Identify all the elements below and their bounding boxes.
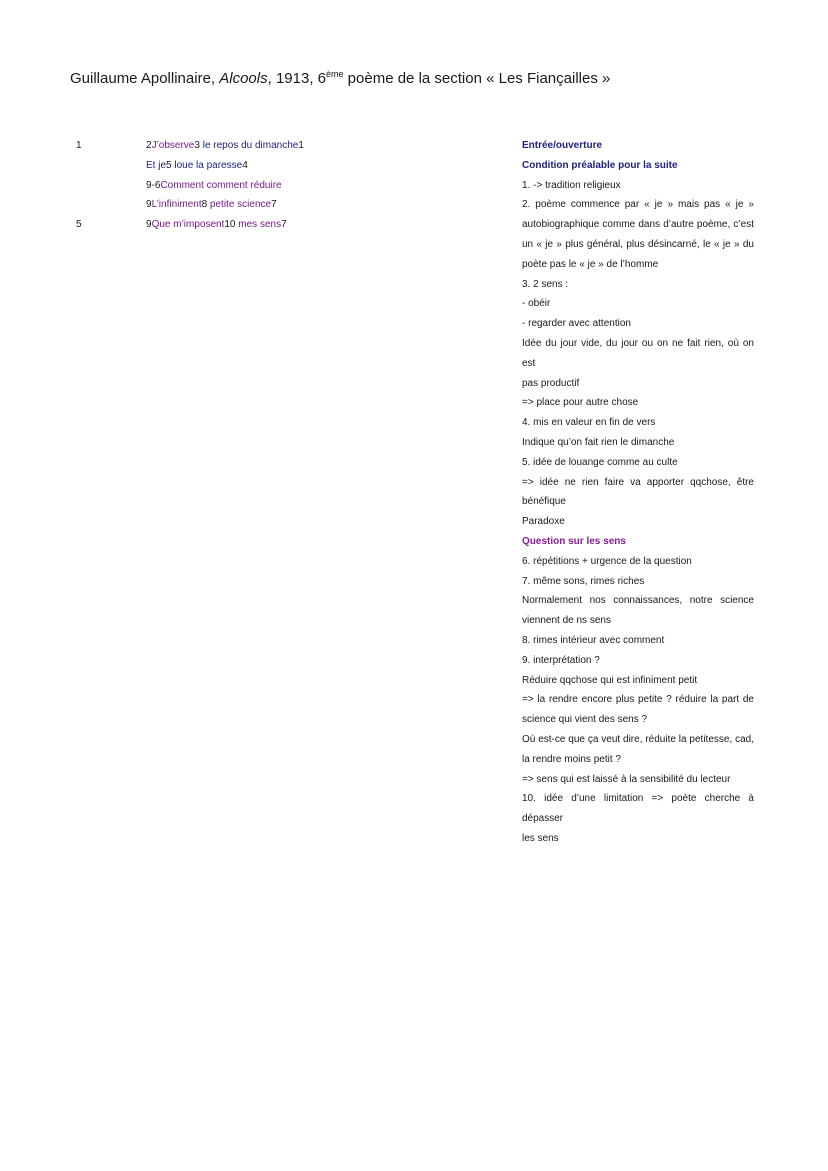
title-work: Alcools bbox=[219, 70, 268, 87]
verse-text bbox=[146, 195, 277, 215]
note-line: 7. même sons, rimes riches bbox=[522, 575, 645, 587]
verse-segment: 9 bbox=[146, 219, 152, 231]
title-superscript: ème bbox=[326, 69, 344, 79]
verse-text bbox=[146, 136, 304, 156]
note-line: => idée ne rien faire va apporter qqchose, être bbox=[522, 476, 754, 488]
title-section: poème de la section « Les Fiançailles » bbox=[343, 70, 611, 87]
verse-segment: J’observe bbox=[151, 140, 195, 151]
section-heading: Condition préalable pour la suite bbox=[522, 159, 678, 171]
poem-line bbox=[76, 176, 406, 196]
verse-segment: petite science bbox=[207, 199, 272, 211]
poem-line bbox=[76, 136, 406, 156]
note-line: les sens bbox=[522, 832, 559, 844]
note-line: 9. interprétation ? bbox=[522, 654, 600, 666]
poem-line bbox=[76, 156, 406, 176]
note-line: bénéfique bbox=[522, 496, 566, 508]
note-line: Réduire qqchose qui est infiniment petit bbox=[522, 674, 698, 686]
note-line: Où est-ce que ça veut dire, réduite la petitesse, cad, bbox=[522, 733, 754, 745]
line-number: 5 bbox=[76, 219, 82, 231]
verse-segment: L’infiniment bbox=[151, 199, 202, 211]
verse-segment: 9 bbox=[146, 199, 152, 211]
line-number: 1 bbox=[76, 140, 82, 151]
verse-segment: 9-6 bbox=[146, 179, 161, 191]
note-line: Idée du jour vide, du jour ou on ne fait rien, où on est bbox=[522, 337, 754, 369]
verse-segment: 10 bbox=[224, 219, 236, 231]
title-year: , 1913, 6 bbox=[267, 70, 326, 87]
note-line: 1. -> tradition religieux bbox=[522, 179, 621, 191]
document-title bbox=[70, 68, 610, 90]
poem-line bbox=[76, 215, 406, 235]
line-number bbox=[76, 156, 146, 176]
note-line: Indique qu’on fait rien le dimanche bbox=[522, 436, 675, 448]
note-line: science qui vient des sens ? bbox=[522, 714, 648, 726]
verse-text bbox=[146, 176, 282, 196]
note-line: 3. 2 sens : bbox=[522, 278, 569, 290]
note-line: Normalement nos connaissances, notre science bbox=[522, 595, 754, 607]
note-line: la rendre moins petit ? bbox=[522, 753, 621, 765]
verse-segment: le repos du dimanche bbox=[199, 140, 299, 151]
note-line: pas productif bbox=[522, 377, 580, 389]
verse-segment: loue la paresse bbox=[171, 159, 243, 171]
line-number bbox=[76, 176, 146, 196]
line-number bbox=[76, 195, 146, 215]
note-line: un « je » plus général, plus désincarné, le « je » du bbox=[522, 238, 754, 250]
note-line: 10. idée d’une limitation => poète cherche à dépasser bbox=[522, 793, 754, 825]
verse-segment: 5 bbox=[166, 159, 172, 171]
note-line: 8. rimes intérieur avec comment bbox=[522, 634, 665, 646]
note-line: 5. idée de louange comme au culte bbox=[522, 456, 678, 468]
poem-column bbox=[76, 136, 406, 235]
verse-segment: Et je bbox=[146, 159, 167, 171]
verse-segment: 7 bbox=[271, 199, 277, 211]
verse-text bbox=[146, 215, 287, 235]
verse-segment: 3 bbox=[194, 140, 200, 151]
verse-segment: mes sens bbox=[235, 219, 282, 231]
section-heading: Entrée/ouverture bbox=[522, 140, 603, 151]
note-line: autobiographique comme dans d’autre poème, c’est bbox=[522, 219, 754, 231]
verse-segment: Que m’imposent bbox=[151, 219, 225, 231]
note-line: - regarder avec attention bbox=[522, 318, 631, 330]
verse-segment: 2 bbox=[146, 140, 152, 151]
notes-column bbox=[522, 136, 754, 849]
note-line: poète pas le « je » de l’homme bbox=[522, 258, 659, 270]
verse-segment: 7 bbox=[281, 219, 287, 231]
section-heading: Question sur les sens bbox=[522, 535, 626, 547]
poem-line bbox=[76, 195, 406, 215]
note-line: => sens qui est laissé à la sensibilité du lecteur bbox=[522, 773, 731, 785]
note-line: Paradoxe bbox=[522, 516, 565, 528]
verse-segment: 1 bbox=[298, 140, 304, 151]
note-line: - obéir bbox=[522, 298, 551, 310]
note-line: => place pour autre chose bbox=[522, 397, 639, 409]
note-line: 6. répétitions + urgence de la question bbox=[522, 555, 692, 567]
note-line: viennent de ns sens bbox=[522, 615, 611, 627]
verse-segment: 8 bbox=[201, 199, 208, 211]
verse-text bbox=[146, 156, 248, 176]
verse-segment: Comment comment réduire bbox=[160, 179, 282, 191]
note-line: 4. mis en valeur en fin de vers bbox=[522, 417, 656, 429]
verse-segment: 4 bbox=[242, 159, 248, 171]
title-author: Guillaume Apollinaire, bbox=[70, 70, 220, 87]
note-line: => la rendre encore plus petite ? réduire la part de bbox=[522, 694, 754, 706]
note-line: 2. poème commence par « je » mais pas « je » bbox=[522, 199, 754, 211]
